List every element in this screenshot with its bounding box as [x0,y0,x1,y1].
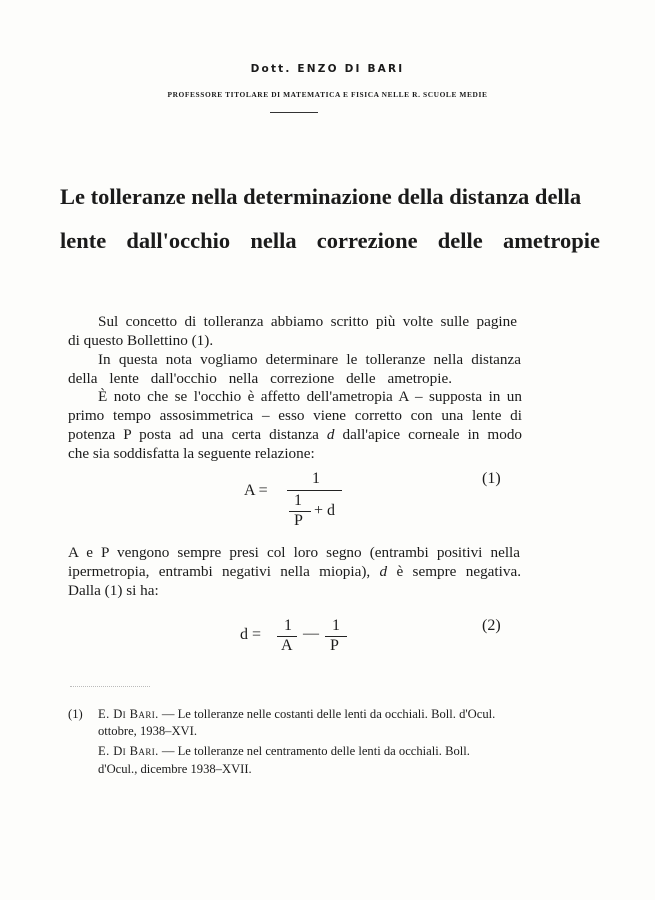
eq2-label: (2) [482,617,501,634]
eq2-minus: — [303,625,319,642]
eq1-label: (1) [482,470,501,487]
body-line: di questo Bollettino (1). [68,332,214,349]
eq2-numerator-1: 1 [284,617,292,634]
body-line: potenza P posta ad una certa distanza d dall'apice corneale in modo [68,426,523,443]
footnote-line: ottobre, 1938–XVI. [98,724,197,738]
body-line: In questa nota vogliamo determinare le tolleranze nella distanza [98,351,521,368]
footnote-line: E. Di Bari. — Le tolleranze nelle costanti delle lenti da occhiali. Boll. d'Ocul. [98,707,496,721]
author-name: Dott. ENZO DI BARI [250,63,405,75]
body-line: A e P vengono sempre presi col loro segno (entrambi positivi nella [68,544,520,561]
eq2-numerator-2: 1 [332,617,340,634]
footnote-line: d'Ocul., dicembre 1938–XVII. [98,762,252,776]
eq2-lhs: d = [240,626,262,643]
footnote-marker: (1) [68,707,83,721]
eq1-lhs: A = [244,482,268,499]
article-title-line-2: lente dall'occhio nella correzione delle ametropie [60,228,600,253]
footnote-separator [70,686,150,687]
body-line: primo tempo assosimmetrica – esso viene corretto con una lente di [68,407,522,424]
header-divider [270,112,318,113]
body-line: Dalla (1) si ha: [68,582,159,599]
eq2-denominator-2: P [330,637,339,654]
eq2-denominator-1: A [281,637,293,654]
eq1-numerator: 1 [312,470,320,487]
footnote-line: E. Di Bari. — Le tolleranze nel centramento delle lenti da occhiali. Boll. [98,744,470,758]
eq1-fraction-bar [287,490,342,491]
eq1-plus-term: + d [314,502,336,519]
body-line: ipermetropia, entrambi negativi nella miopia), d è sempre negativa. [68,563,521,580]
body-line: che sia soddisfatta la seguente relazione: [68,445,315,462]
eq1-inner-numerator: 1 [294,492,302,509]
body-line: della lente dall'occhio nella correzione delle ametropie. [68,370,452,387]
body-line: È noto che se l'occhio è affetto dell'ametropia A – supposta in un [98,388,522,405]
article-title-line-1: Le tolleranze nella determinazione della distanza della [60,184,582,209]
author-role: PROFESSORE TITOLARE DI MATEMATICA E FISICA NELLE R. SCUOLE MEDIE [167,90,488,99]
eq1-inner-denominator: P [294,512,303,529]
body-line: Sul concetto di tolleranza abbiamo scritto più volte sulle pagine [98,313,517,330]
